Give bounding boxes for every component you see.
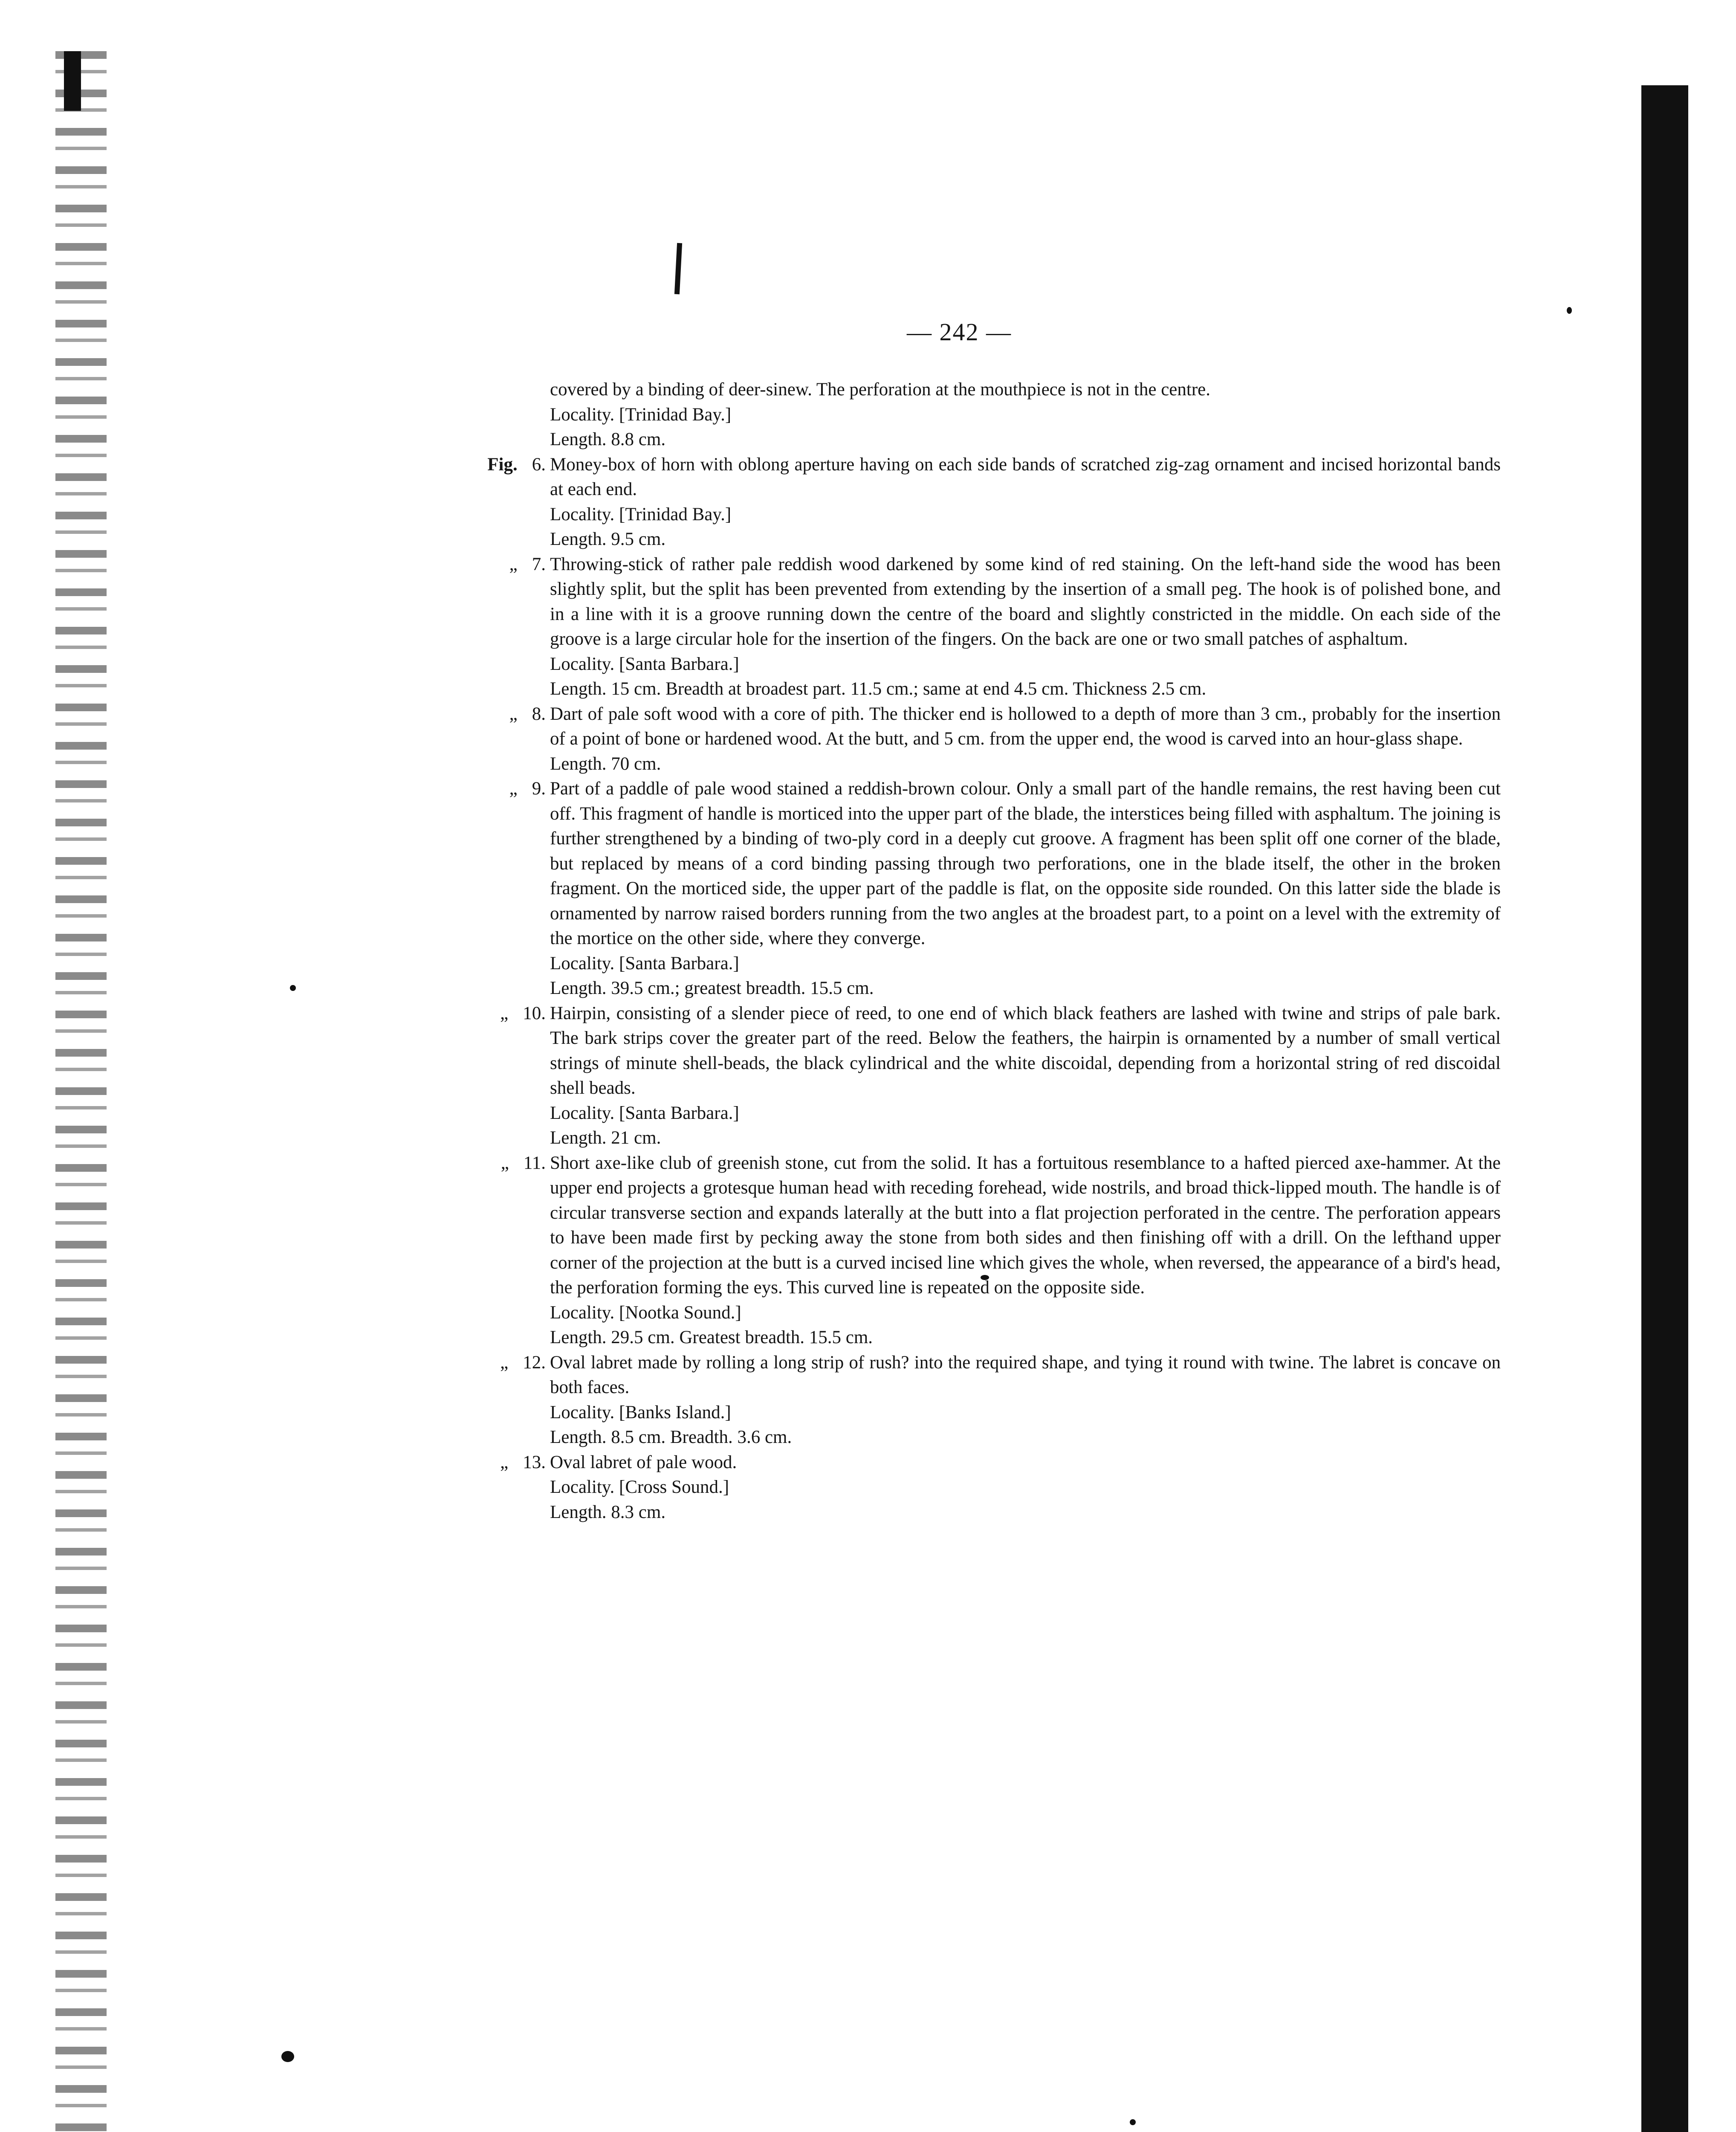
entry-locality	[550, 403, 1501, 428]
fig-prefix: Fig.	[487, 454, 518, 475]
entry-locality	[550, 652, 1501, 677]
entry-measurements: Length. 70 cm.	[550, 753, 661, 774]
entry-measurements: Length. 9.5 cm.	[550, 529, 666, 549]
entry-number	[460, 702, 546, 727]
catalogue-entry	[460, 702, 1501, 777]
ditto-mark: „	[501, 1153, 509, 1173]
entry-locality	[550, 1475, 1501, 1500]
entry-locality	[550, 1400, 1501, 1425]
entry-number	[460, 1350, 546, 1376]
locality-value: [Santa Barbara.]	[619, 654, 739, 674]
entry-index: 10.	[523, 1003, 546, 1023]
entry-index: 8.	[532, 704, 546, 724]
entry-description: Hairpin, consisting of a slender piece of reed, to one end of which black feathers are lashed with twine and strips of pale bark. The bark strips cover the greater part of the reed. Below the feathers, the hairpin is ornamented by a number of small vertical strings of minute shell-beads, the black cylindrical and the white discoidal, depending from a horizontal string of red discoidal shell beads.	[550, 1003, 1501, 1098]
locality-label: Locality.	[550, 504, 615, 524]
ditto-mark: „	[509, 779, 518, 799]
scan-speck	[1567, 307, 1572, 314]
entry-measurements: Length. 21 cm.	[550, 1128, 661, 1148]
locality-value: [Banks Island.]	[619, 1402, 731, 1422]
entry-description: Short axe-like club of greenish stone, cut from the solid. It has a fortuitous resemblance to a hafted pierced axe-hammer. At the upper end projects a grotesque human head with receding forehead, wide nostrils, and broad thick-lipped mouth. The handle is of circular transverse section and expands laterally at the butt into a flat projection perforated in the centre. The perforation appears to have been made first by pecking away the stone from both sides and then finishing off with a drill. On the lefthand upper corner of the projection at the butt is a curved incised line which gives the whole, when reversed, the appearance of a bird's head, the perforation forming the eys. This curved line is repeated on the opposite side.	[550, 1153, 1501, 1298]
entry-number	[460, 776, 546, 802]
entry-number	[460, 452, 546, 478]
locality-value: [Santa Barbara.]	[619, 1103, 739, 1123]
locality-value: [Cross Sound.]	[619, 1477, 729, 1497]
entry-index: 11.	[523, 1153, 546, 1173]
entry-description: covered by a binding of deer-sinew. The perforation at the mouthpiece is not in the centre.	[550, 379, 1210, 400]
page-number: — 242 —	[907, 318, 1012, 346]
locality-value: [Nootka Sound.]	[619, 1302, 741, 1323]
entry-measurements: Length. 39.5 cm.; greatest breadth. 15.5 cm.	[550, 978, 874, 998]
locality-label: Locality.	[550, 953, 615, 973]
entry-description: Money-box of horn with oblong aperture having on each side bands of scratched zig-zag ornament and incised horizontal bands at each end.	[550, 454, 1501, 499]
catalogue-entry	[460, 1001, 1501, 1151]
entry-index: 7.	[532, 554, 546, 574]
entry-index: 9.	[532, 779, 546, 799]
catalogue-entry	[460, 1151, 1501, 1350]
catalogue-entry	[460, 1350, 1501, 1450]
scan-left-edge-mark	[64, 51, 81, 111]
locality-label: Locality.	[550, 654, 615, 674]
ditto-mark: „	[500, 1352, 509, 1373]
catalogue-entry	[460, 552, 1501, 702]
entry-description: Oval labret of pale wood.	[550, 1452, 737, 1472]
ditto-mark: „	[500, 1452, 509, 1472]
locality-value: [Trinidad Bay.]	[619, 404, 732, 425]
entry-number	[460, 1450, 546, 1475]
entry-index: 6.	[532, 454, 546, 475]
entry-locality	[550, 951, 1501, 976]
locality-label: Locality.	[550, 1477, 615, 1497]
entry-locality	[550, 502, 1501, 527]
entry-number	[460, 1151, 546, 1176]
entry-measurements: Length. 8.8 cm.	[550, 429, 666, 449]
locality-label: Locality.	[550, 1103, 615, 1123]
ditto-mark: „	[509, 554, 518, 574]
entry-description: Oval labret made by rolling a long strip of rush? into the required shape, and tying it round with twine. The labret is concave on both faces.	[550, 1352, 1501, 1397]
ditto-mark: „	[509, 704, 518, 724]
locality-label: Locality.	[550, 404, 615, 425]
scan-speck	[1130, 2119, 1136, 2125]
entry-number	[460, 552, 546, 577]
catalogue-text	[460, 377, 1501, 1525]
entry-measurements: Length. 15 cm. Breadth at broadest part. 11.5 cm.; same at end 4.5 cm. Thickness 2.5 cm.	[550, 679, 1207, 699]
entry-description: Throwing-stick of rather pale reddish wood darkened by some kind of red staining. On the left-hand side the wood has been slightly split, but the split has been prevented from extending by the insertion of a small peg. The hook is of polished bone, and in a line with it is a groove running down the centre of the board and slightly constricted in the middle. On each side of the groove is a large circular hole for the insertion of the fingers. On the back are one or two small patches of asphaltum.	[550, 554, 1501, 649]
entry-measurements: Length. 8.5 cm. Breadth. 3.6 cm.	[550, 1427, 792, 1447]
catalogue-entry	[460, 776, 1501, 1001]
scan-left-edge	[55, 51, 107, 2132]
scan-right-binding-shadow	[1641, 85, 1688, 2132]
entry-number	[460, 1001, 546, 1026]
entry-measurements: Length. 8.3 cm.	[550, 1502, 666, 1522]
entry-description: Dart of pale soft wood with a core of pith. The thicker end is hollowed to a depth of more than 3 cm., probably for the insertion of a point of bone or hardened wood. At the butt, and 5 cm. from the upper end, the wood is carved into an hour-glass shape.	[550, 704, 1501, 749]
scan-speck	[281, 2051, 294, 2062]
entry-locality	[550, 1101, 1501, 1126]
entry-measurements: Length. 29.5 cm. Greatest breadth. 15.5 cm.	[550, 1327, 873, 1347]
scan-speck	[290, 985, 296, 991]
entry-locality	[550, 1301, 1501, 1326]
entry-index: 12.	[523, 1352, 546, 1373]
ditto-mark: „	[500, 1003, 509, 1023]
locality-label: Locality.	[550, 1302, 615, 1323]
locality-label: Locality.	[550, 1402, 615, 1422]
entry-description: Part of a paddle of pale wood stained a reddish-brown colour. Only a small part of the handle remains, the rest having been cut off. This fragment of handle is morticed into the upper part of the blade, the interstices being filled with asphaltum. The joining is further strengthened by a binding of two-ply cord in a deeply cut groove. A fragment has been split off one corner of the blade, but replaced by means of a cord binding passing through two perforations, one in the blade itself, the other in the broken fragment. On the morticed side, the upper part of the paddle is flat, on the opposite side rounded. On this latter side the blade is ornamented by narrow raised borders running from the two angles at the broadest part, to a point on a level with the extremity of the mortice on the other side, where they converge.	[550, 779, 1501, 948]
scan-pen-mark	[674, 243, 682, 294]
catalogue-entry	[460, 1450, 1501, 1525]
continued-entry	[460, 377, 1501, 452]
catalogue-entry	[460, 452, 1501, 552]
locality-value: [Santa Barbara.]	[619, 953, 739, 973]
entry-index: 13.	[523, 1452, 546, 1472]
locality-value: [Trinidad Bay.]	[619, 504, 732, 524]
